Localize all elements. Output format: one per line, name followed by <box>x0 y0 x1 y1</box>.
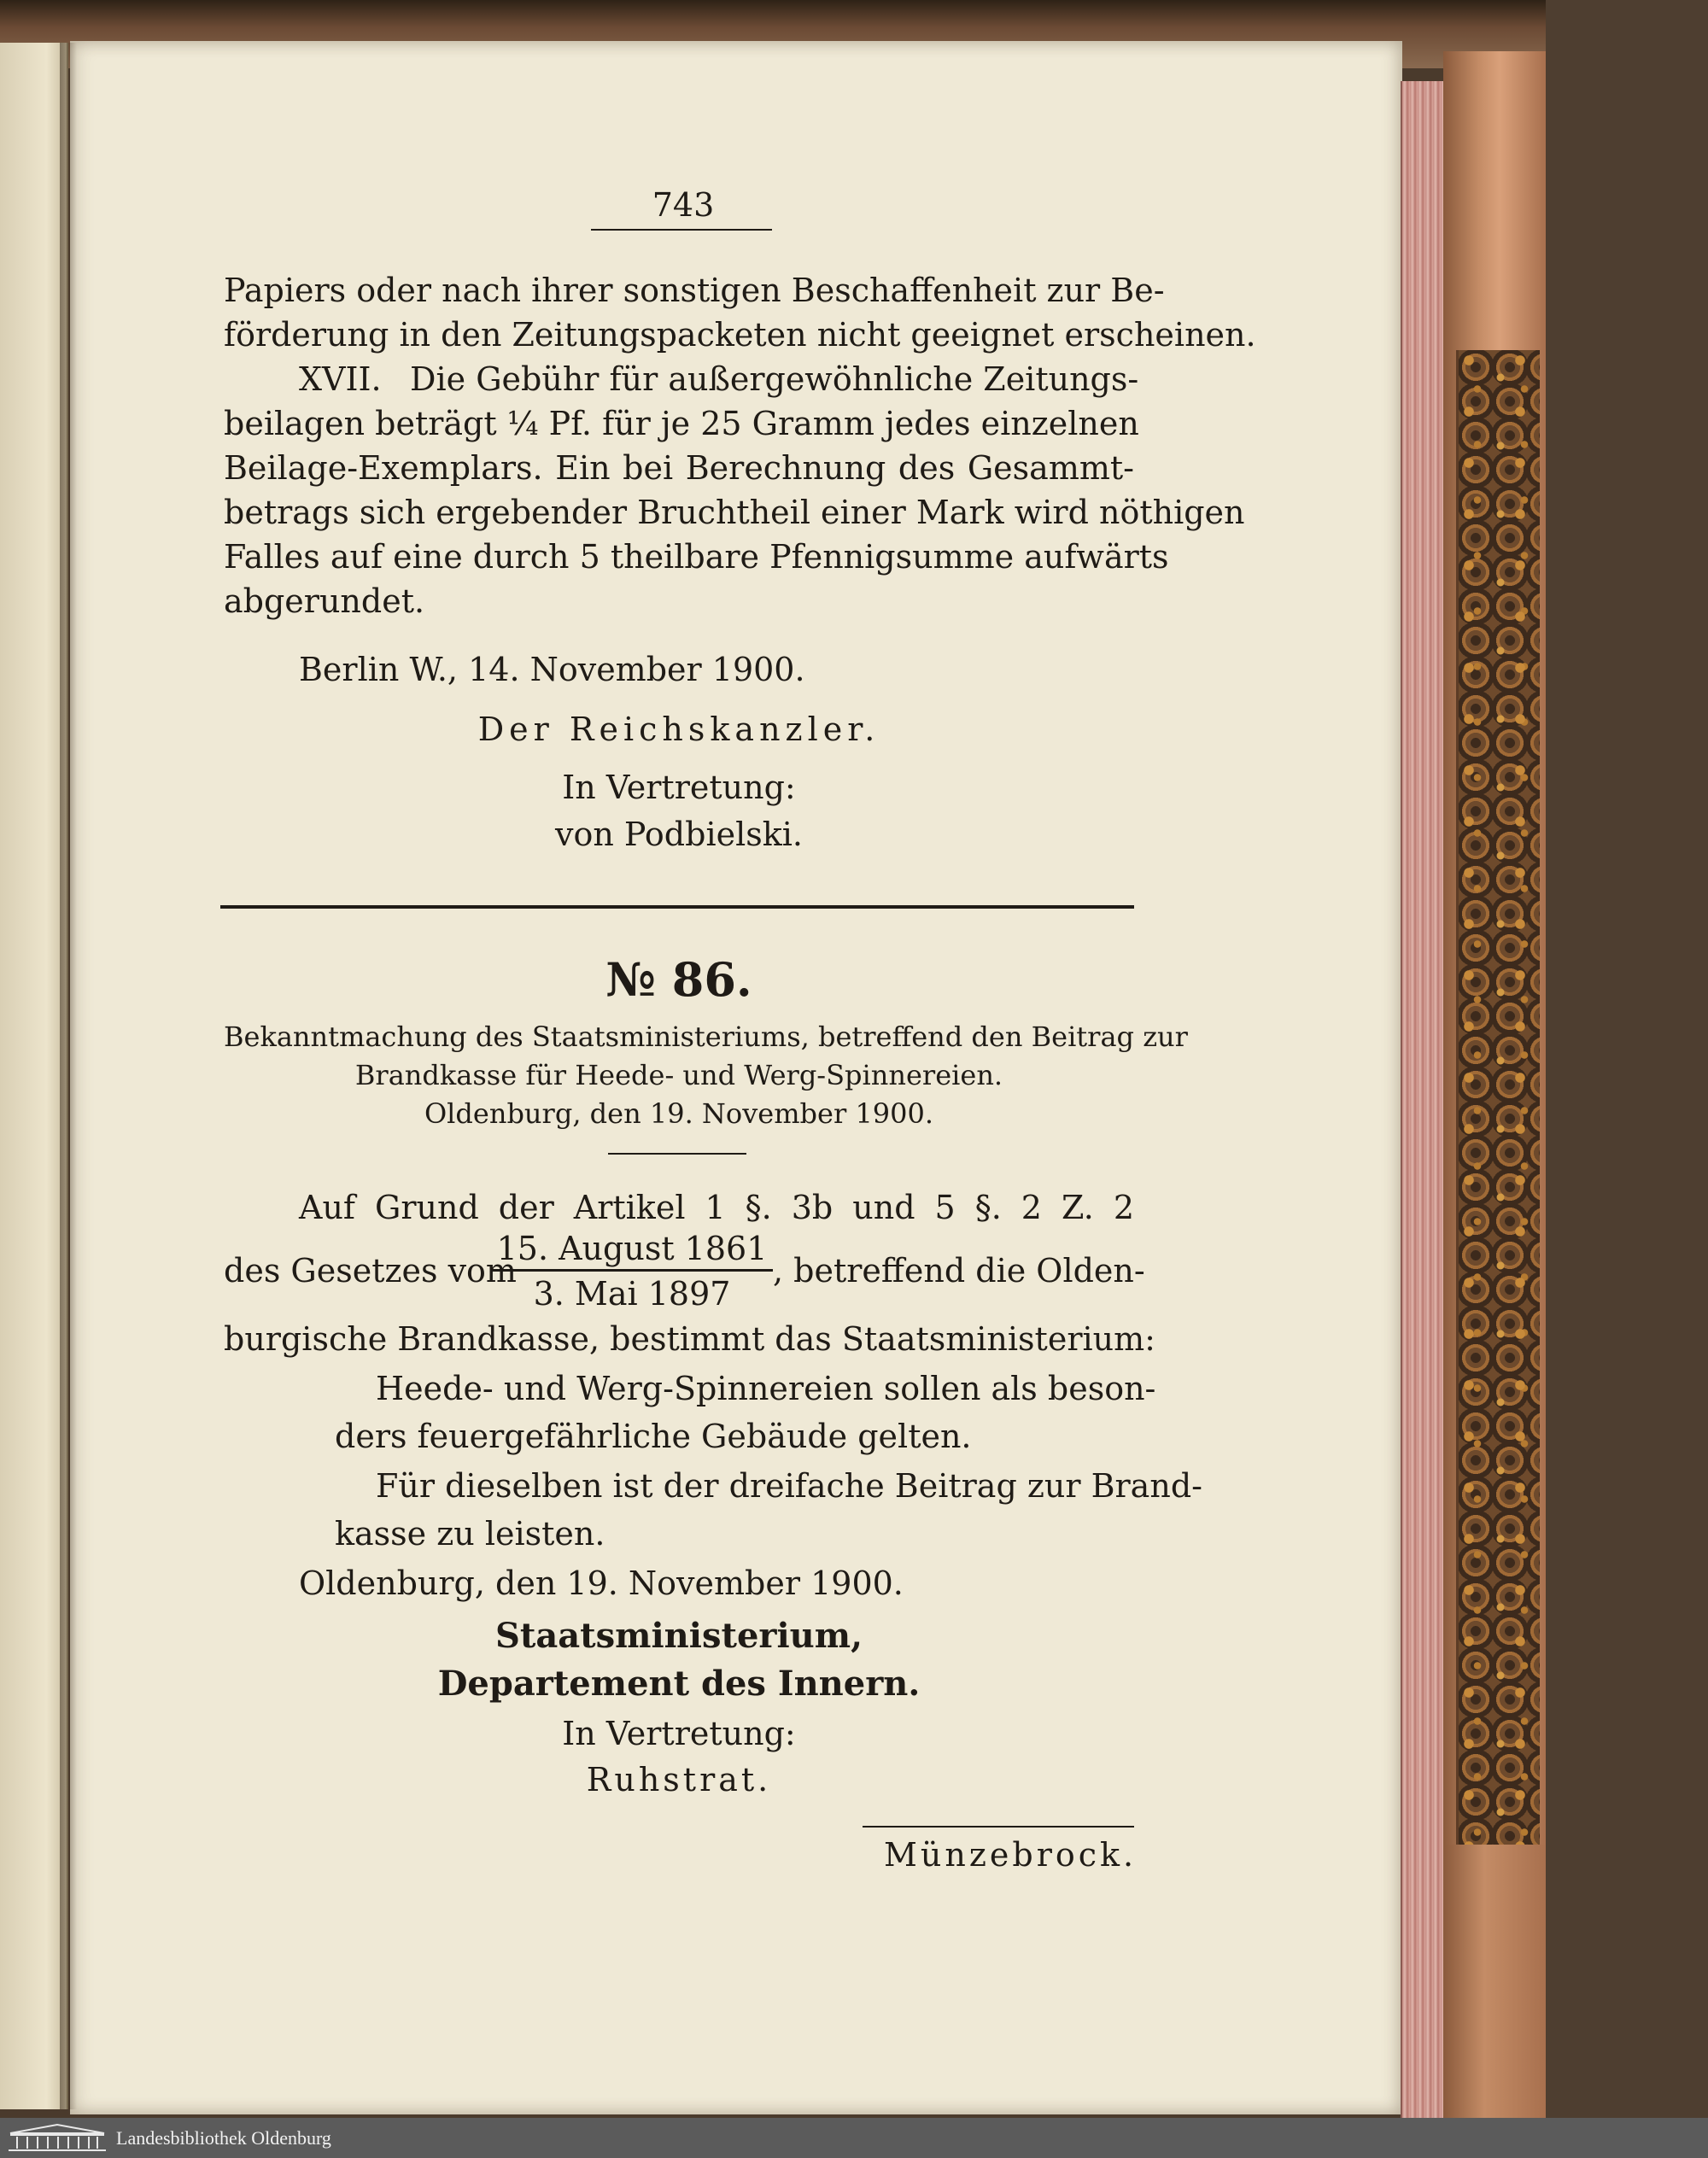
spine-shadow <box>60 43 77 2109</box>
footer-bar <box>0 2118 1708 2158</box>
signature-office: Der Reichskanzler. <box>477 711 880 748</box>
signature-ministry: Staatsministerium, <box>494 1616 863 1656</box>
signature-deputy: In Vertretung: <box>562 769 796 806</box>
place-date: Berlin W., 14. November 1900. <box>299 651 805 688</box>
library-building-icon <box>7 2123 108 2152</box>
text-line: ders feuergefährliche Gebäude gelten. <box>335 1418 972 1455</box>
place-date: Oldenburg, den 19. November 1900. <box>299 1564 904 1602</box>
text-line: Falles auf eine durch 5 theilbare Pfennigsumme aufwärts <box>224 538 1169 576</box>
text-line: Papiers oder nach ihrer sonstigen Beschaffenheit zur Be- <box>224 272 1165 309</box>
law-date-fraction <box>491 1228 773 1313</box>
text-line: Heede- und Werg-Spinnereien sollen als beson- <box>376 1370 1156 1407</box>
leather-cover-bottom <box>1443 1845 1546 2118</box>
scan-background <box>1546 0 1708 2118</box>
text-line: kasse zu leisten. <box>335 1515 605 1553</box>
text-line: Die Gebühr für außergewöhnliche Zeitungs- <box>410 360 1139 398</box>
text-line: burgische Brandkasse, bestimmt das Staatsministerium: <box>224 1320 1155 1358</box>
text-line: des Gesetzes vom <box>224 1252 517 1290</box>
text-line: betrags sich ergebender Bruchtheil einer Mark wird nöthigen <box>224 494 1245 531</box>
countersign-rule <box>863 1826 1134 1828</box>
signature-department: Departement des Innern. <box>437 1664 921 1704</box>
signature-name: Ruhstrat. <box>586 1761 772 1798</box>
text-line: förderung in den Zeitungspacketen nicht geeignet erscheinen. <box>224 316 1256 354</box>
marbled-cover <box>1456 350 1540 1853</box>
text-line: Auf Grund der Artikel 1 §. 3b und 5 §. 2 Z. 2 <box>299 1189 1134 1226</box>
signature-name: von Podbielski. <box>554 816 803 853</box>
text-line: Für dieselben ist der dreifache Beitrag zur Brand- <box>376 1467 1202 1505</box>
fraction-top: 15. August 1861 <box>491 1228 773 1272</box>
library-name: Landesbibliothek Oldenburg <box>116 2127 331 2149</box>
paragraph-lead: XVII. <box>299 360 382 398</box>
section-number: № 86. <box>605 952 752 1007</box>
page-number-rule <box>591 229 772 231</box>
section-heading-date: Oldenburg, den 19. November 1900. <box>424 1097 934 1130</box>
text-line: Beilage-Exemplars. Ein bei Berechnung des Gesammt- <box>224 449 1134 487</box>
page-number: 743 <box>652 186 715 224</box>
section-heading-line: Brandkasse für Heede- und Werg-Spinnereien. <box>354 1059 1003 1091</box>
countersign-name: Münzebrock. <box>884 1836 1138 1874</box>
section-heading-line: Bekanntmachung des Staatsministeriums, betreffend den Beitrag zur <box>224 1021 1188 1053</box>
text-line: beilagen beträgt ¼ Pf. für je 25 Gramm jedes einzelnen <box>224 405 1139 442</box>
text-line: , betreffend die Olden- <box>773 1252 1145 1290</box>
signature-deputy: In Vertretung: <box>562 1715 796 1752</box>
fraction-bottom: 3. Mai 1897 <box>533 1275 731 1313</box>
text-line: abgerundet. <box>224 582 425 620</box>
heading-rule <box>608 1153 746 1155</box>
page-edges <box>1401 81 1445 2126</box>
section-divider <box>220 905 1134 909</box>
previous-page-edge <box>0 43 68 2109</box>
